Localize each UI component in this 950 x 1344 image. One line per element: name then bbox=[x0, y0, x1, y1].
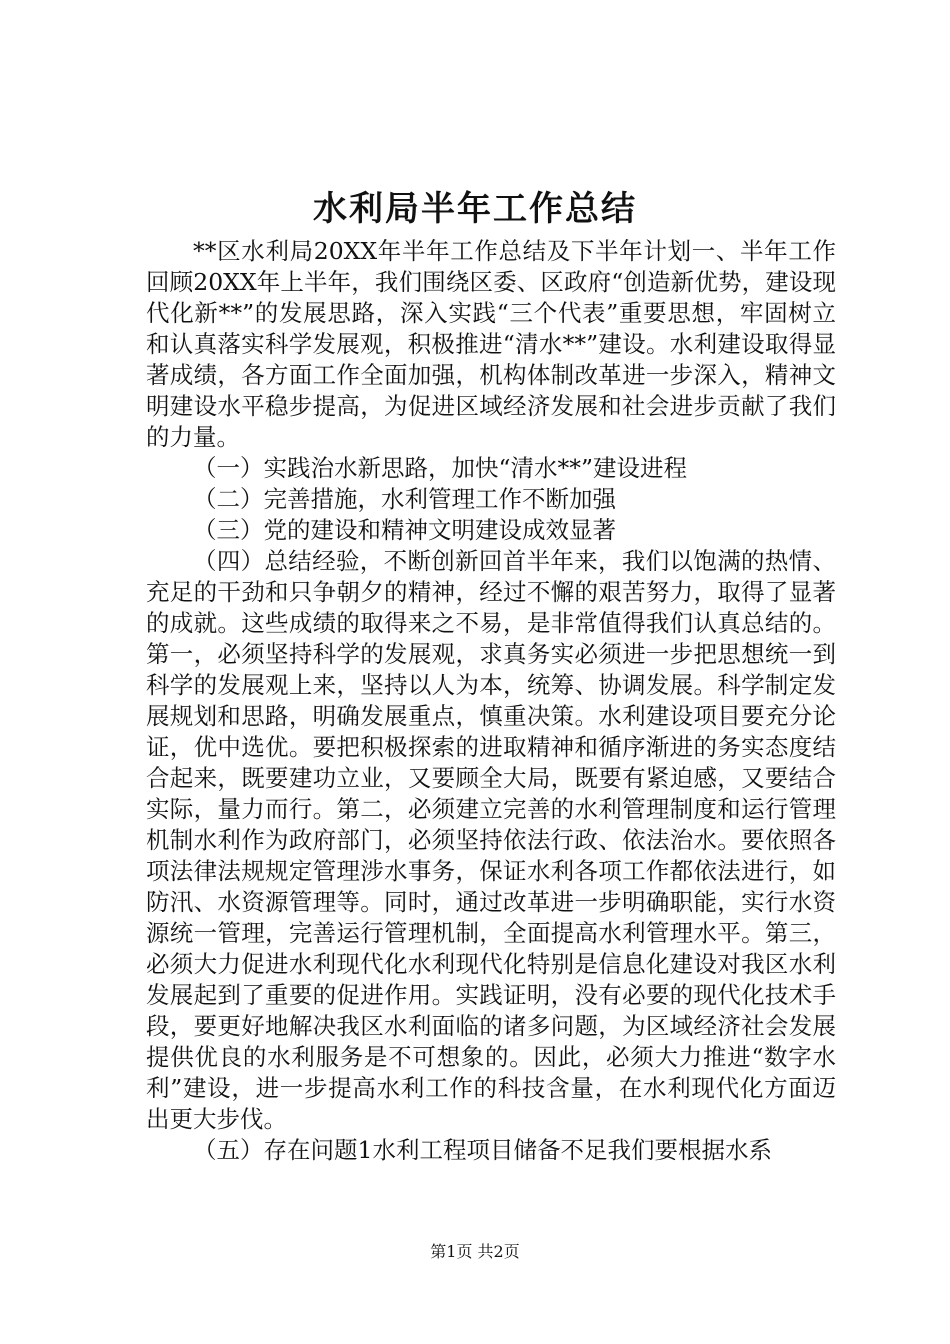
document-body bbox=[146, 236, 836, 1166]
document-title: 水利局半年工作总结 bbox=[313, 189, 637, 229]
paragraph-intro: **区水利局20XX年半年工作总结及下半年计划一、半年工作回顾20XX年上半年，我们围绕区委、区政府“创造新优势，建设现代化新**”的发展思路，深入实践“三个代表”重要思想，牢固树立和认真落实科学发展观，积极推进“清水**”建设。水利建设取得显著成绩，各方面工作全面加强，机构体制改革进一步深入，精神文明建设水平稳步提高，为促进区域经济发展和社会进步贡献了我们的力量。 bbox=[146, 237, 836, 451]
page-number: 第1页 共2页 bbox=[430, 1242, 520, 1261]
heading-section-1: （一）实践治水新思路，加快“清水**”建设进程 bbox=[193, 454, 688, 482]
paragraph-section-4: （四）总结经验，不断创新回首半年来，我们以饱满的热情、充足的干劲和只争朝夕的精神，经过不懈的艰苦努力，取得了显著的成就。这些成绩的取得来之不易，是非常值得我们认真总结的。第一，必须坚持科学的发展观，求真务实必须进一步把思想统一到科学的发展观上来，坚持以人为本，统筹、协调发展。科学制定发展规划和思路，明确发展重点，慎重决策。水利建设项目要充分论证，优中选优。要把积极探索的进取精神和循序渐进的务实态度结合起来，既要建功立业，又要顾全大局，既要有紧迫感，又要结合实际，量力而行。第二，必须建立完善的水利管理制度和运行管理机制水利作为政府部门，必须坚持依法行政、依法治水。要依照各项法律法规规定管理涉水事务，保证水利各项工作都依法进行，如防汛、水资源管理等。同时，通过改革进一步明确职能，实行水资源统一管理，完善运行管理机制，全面提高水利管理水平。第三，必须大力促进水利现代化水利现代化特别是信息化建设对我区水利发展起到了重要的促进作用。实践证明，没有必要的现代化技术手段，要更好地解决我区水利面临的诸多问题，为区域经济社会发展提供优良的水利服务是不可想象的。因此，必须大力推进“数字水利”建设，进一步提高水利工作的科技含量，在水利现代化方面迈出更大步伐。 bbox=[146, 547, 836, 1133]
paragraph-section-5: （五）存在问题1水利工程项目储备不足我们要根据水系 bbox=[193, 1136, 772, 1164]
heading-section-3: （三）党的建设和精神文明建设成效显著 bbox=[193, 516, 616, 544]
heading-section-2: （二）完善措施，水利管理工作不断加强 bbox=[193, 485, 616, 513]
